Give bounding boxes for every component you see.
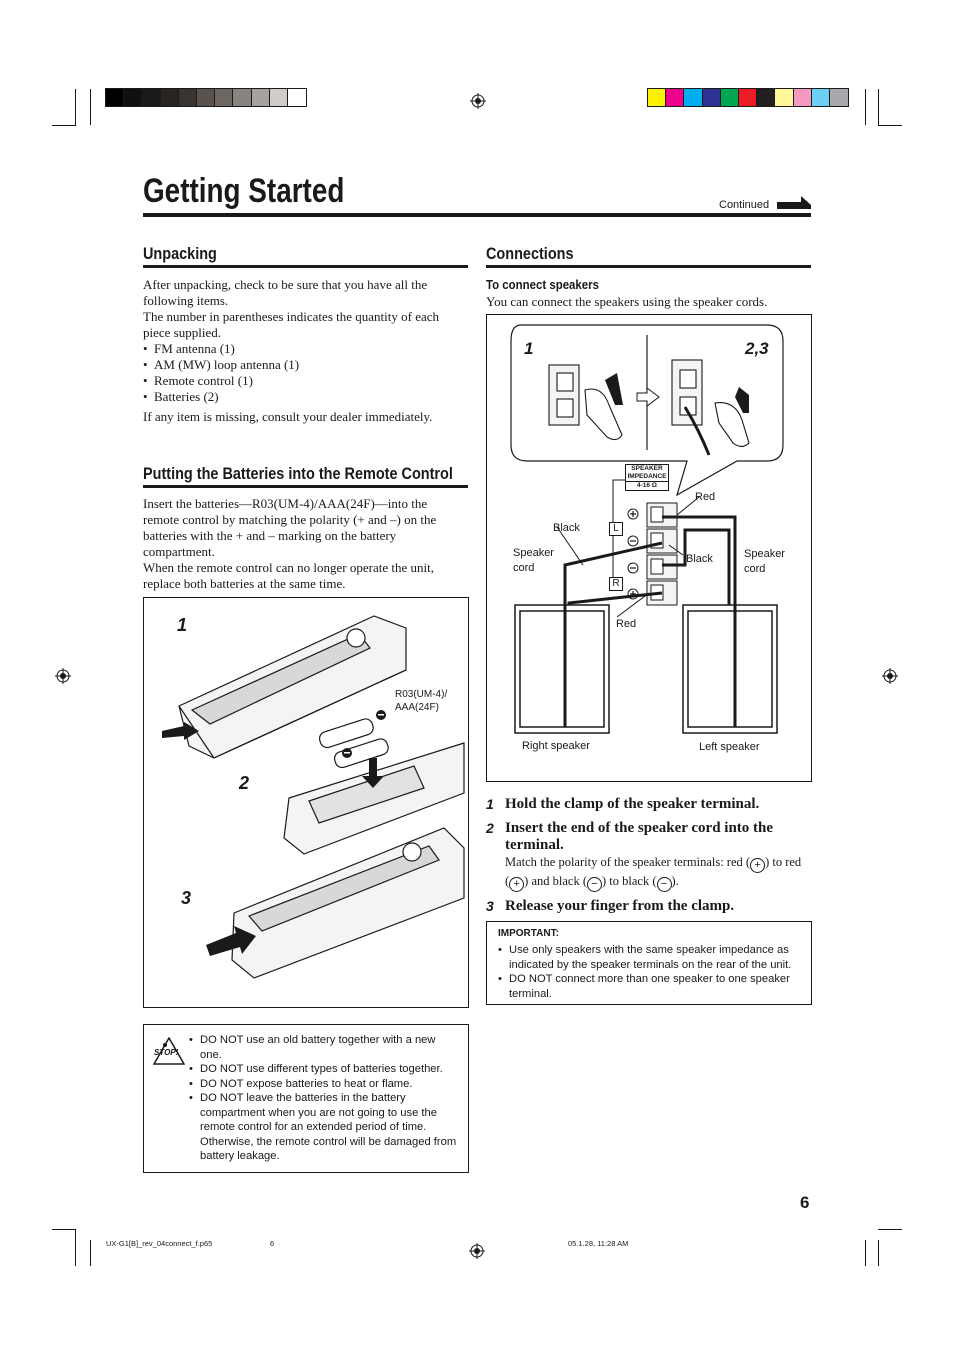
continued-label: Continued	[719, 199, 770, 211]
list-item	[498, 943, 803, 972]
label-red-top: Red	[695, 491, 716, 503]
step-2-note-d: ) to black (	[602, 874, 657, 888]
color-swatch	[270, 89, 288, 106]
battery-type-label: R03(UM-4)/ AAA(24F)	[395, 689, 448, 713]
color-swatch	[161, 89, 179, 106]
list-item-text: FM antenna (1)	[154, 341, 235, 356]
bullet-icon: •	[189, 1092, 193, 1104]
list-item-text: DO NOT use different types of batteries together.	[200, 1063, 443, 1075]
color-swatch	[721, 89, 739, 106]
color-swatch	[124, 89, 142, 106]
connections-heading: Connections	[486, 244, 574, 263]
color-swatch	[666, 89, 684, 106]
color-swatch	[684, 89, 702, 106]
bullet-icon: •	[189, 1077, 193, 1090]
list-item-text: DO NOT connect more than one speaker to one speaker terminal.	[509, 973, 790, 1000]
step-3	[486, 898, 811, 920]
registration-mark-right	[882, 668, 898, 684]
bullet-icon: •	[498, 973, 502, 985]
list-item	[143, 373, 461, 389]
unpacking-rule	[143, 265, 468, 268]
speaker-figure	[486, 314, 812, 782]
unpacking-para2: The number in parentheses indicates the quantity of each piece supplied.	[143, 309, 440, 340]
step-2-note	[505, 854, 805, 892]
list-item-text: DO NOT expose batteries to heat or flame.	[200, 1077, 413, 1090]
list-item	[189, 1062, 459, 1077]
battery-step-2: 2	[239, 773, 250, 793]
footer-file-page: 6	[270, 1239, 275, 1248]
list-item	[189, 1091, 459, 1164]
color-swatch	[179, 89, 197, 106]
step-2-note-b: ) to red (	[505, 855, 802, 888]
batteries-body	[143, 496, 461, 592]
warning-list	[189, 1033, 459, 1164]
page-title: Getting Started	[143, 172, 345, 210]
bullet-icon: •	[189, 1034, 193, 1046]
list-item	[189, 1033, 459, 1062]
color-swatch	[142, 89, 160, 106]
step-1-text: Hold the clamp of the speaker terminal.	[505, 796, 760, 812]
color-swatch	[757, 89, 775, 106]
color-swatch	[703, 89, 721, 106]
important-box	[486, 921, 812, 1005]
color-swatch	[197, 89, 215, 106]
page-number: 6	[800, 1193, 810, 1212]
color-swatch	[775, 89, 793, 106]
color-swatch	[106, 89, 124, 106]
label-speaker-cord-right: Speaker cord	[744, 548, 785, 575]
color-swatch	[215, 89, 233, 106]
speaker-step-1: 1	[524, 339, 534, 358]
connections-subheading: To connect speakers	[486, 277, 599, 292]
batteries-rule	[143, 485, 468, 488]
label-l: L	[609, 522, 623, 536]
step-3-number: 3	[486, 898, 494, 914]
important-title: IMPORTANT:	[498, 928, 559, 939]
list-item	[143, 357, 461, 373]
battery-figure	[143, 597, 469, 1008]
bullet-icon: •	[498, 944, 502, 956]
unpacking-para1: After unpacking, check to be sure that you have all the following items.	[143, 277, 428, 308]
battery-step-1: 1	[177, 615, 188, 635]
bullet-icon: •	[143, 389, 148, 404]
footer-file: UX-G1[B]_rev_04connect_f.p65	[106, 1239, 213, 1248]
color-swatch	[739, 89, 757, 106]
step-3-text: Release your finger from the clamp.	[505, 898, 735, 914]
impedance-line3: 4-16 Ω	[636, 482, 658, 489]
title-rule	[143, 213, 811, 217]
label-speaker-cord-left: Speaker cord	[513, 547, 554, 574]
battery-step-3: 3	[181, 888, 192, 908]
speaker-step-23: 2,3	[745, 339, 769, 358]
list-item	[143, 389, 461, 405]
batteries-para2: When the remote control can no longer operate the unit, replace both batteries at the same time.	[143, 560, 434, 591]
list-item	[143, 341, 461, 357]
list-item-text: AM (MW) loop antenna (1)	[154, 357, 300, 372]
registration-mark-bottom	[469, 1243, 485, 1259]
list-item-text: Use only speakers with the same speaker impedance as indicated by the speaker terminals on the rear of the unit.	[509, 944, 792, 971]
step-2	[486, 820, 811, 854]
step-2-note-a: Match the polarity of the speaker terminals: red (	[505, 855, 751, 869]
list-item	[189, 1077, 459, 1092]
label-red-bottom: Red	[616, 618, 637, 630]
connection-steps	[486, 796, 811, 920]
color-swatch	[648, 89, 666, 106]
unpacking-body	[143, 277, 461, 425]
remote-illustration	[144, 598, 468, 1007]
step-2-note-e: ).	[671, 874, 679, 888]
label-r: R	[609, 577, 623, 591]
step-1	[486, 796, 811, 820]
color-swatch	[252, 89, 270, 106]
batteries-heading: Putting the Batteries into the Remote Control	[143, 464, 453, 483]
unpacking-list	[143, 341, 461, 405]
step-2-text: Insert the end of the speaker cord into the terminal.	[505, 820, 774, 853]
color-swatch	[288, 89, 306, 106]
list-item	[498, 972, 803, 1001]
impedance-label	[625, 464, 669, 491]
registration-mark-left	[55, 668, 71, 684]
unpacking-para3: If any item is missing, consult your dealer immediately.	[143, 409, 433, 424]
color-swatch	[794, 89, 812, 106]
bullet-icon: •	[143, 357, 148, 372]
impedance-line2: IMPEDANCE	[627, 473, 667, 480]
color-swatch	[812, 89, 830, 106]
registration-mark-top	[470, 93, 486, 109]
step-1-number: 1	[486, 796, 494, 812]
step-2-note-c: ) and black (	[524, 874, 587, 888]
label-black-right: Black	[686, 553, 713, 565]
color-swatch	[830, 89, 848, 106]
bullet-icon: •	[189, 1063, 193, 1075]
minus-circle-icon: −	[587, 877, 602, 892]
important-list	[498, 943, 803, 1001]
list-item-text: Remote control (1)	[154, 373, 253, 388]
connections-rule	[486, 265, 811, 268]
connections-intro: You can connect the speakers using the speaker cords.	[486, 294, 768, 309]
plus-circle-icon: +	[509, 877, 524, 892]
list-item-text: DO NOT use an old battery together with a new one.	[200, 1034, 436, 1061]
unpacking-heading: Unpacking	[143, 244, 217, 263]
impedance-line1: SPEAKER	[631, 465, 663, 472]
batteries-para1: Insert the batteries—R03(UM-4)/AAA(24F)—into the remote control by matching the polarity (+ and –) on the batteries with the + and – marking on the battery compartment.	[143, 496, 437, 559]
stop-label: STOP!	[154, 1048, 179, 1057]
label-black-left: Black	[553, 522, 580, 534]
list-item-text: DO NOT leave the batteries in the battery compartment when you are not going to use the remote control for an extended period of time. Otherwise, the remote control will be damaged from battery leakage.	[200, 1092, 457, 1162]
label-left-speaker: Left speaker	[699, 741, 760, 753]
list-item-text: Batteries (2)	[154, 389, 219, 404]
bullet-icon: •	[143, 373, 148, 388]
warning-box	[143, 1024, 469, 1173]
step-2-number: 2	[486, 820, 494, 836]
label-right-speaker: Right speaker	[522, 740, 590, 752]
plus-circle-icon: +	[750, 858, 765, 873]
minus-circle-icon: −	[657, 877, 672, 892]
bullet-icon: •	[143, 341, 148, 356]
footer-date: 05.1.28, 11:28 AM	[568, 1239, 629, 1248]
color-swatch	[233, 89, 251, 106]
